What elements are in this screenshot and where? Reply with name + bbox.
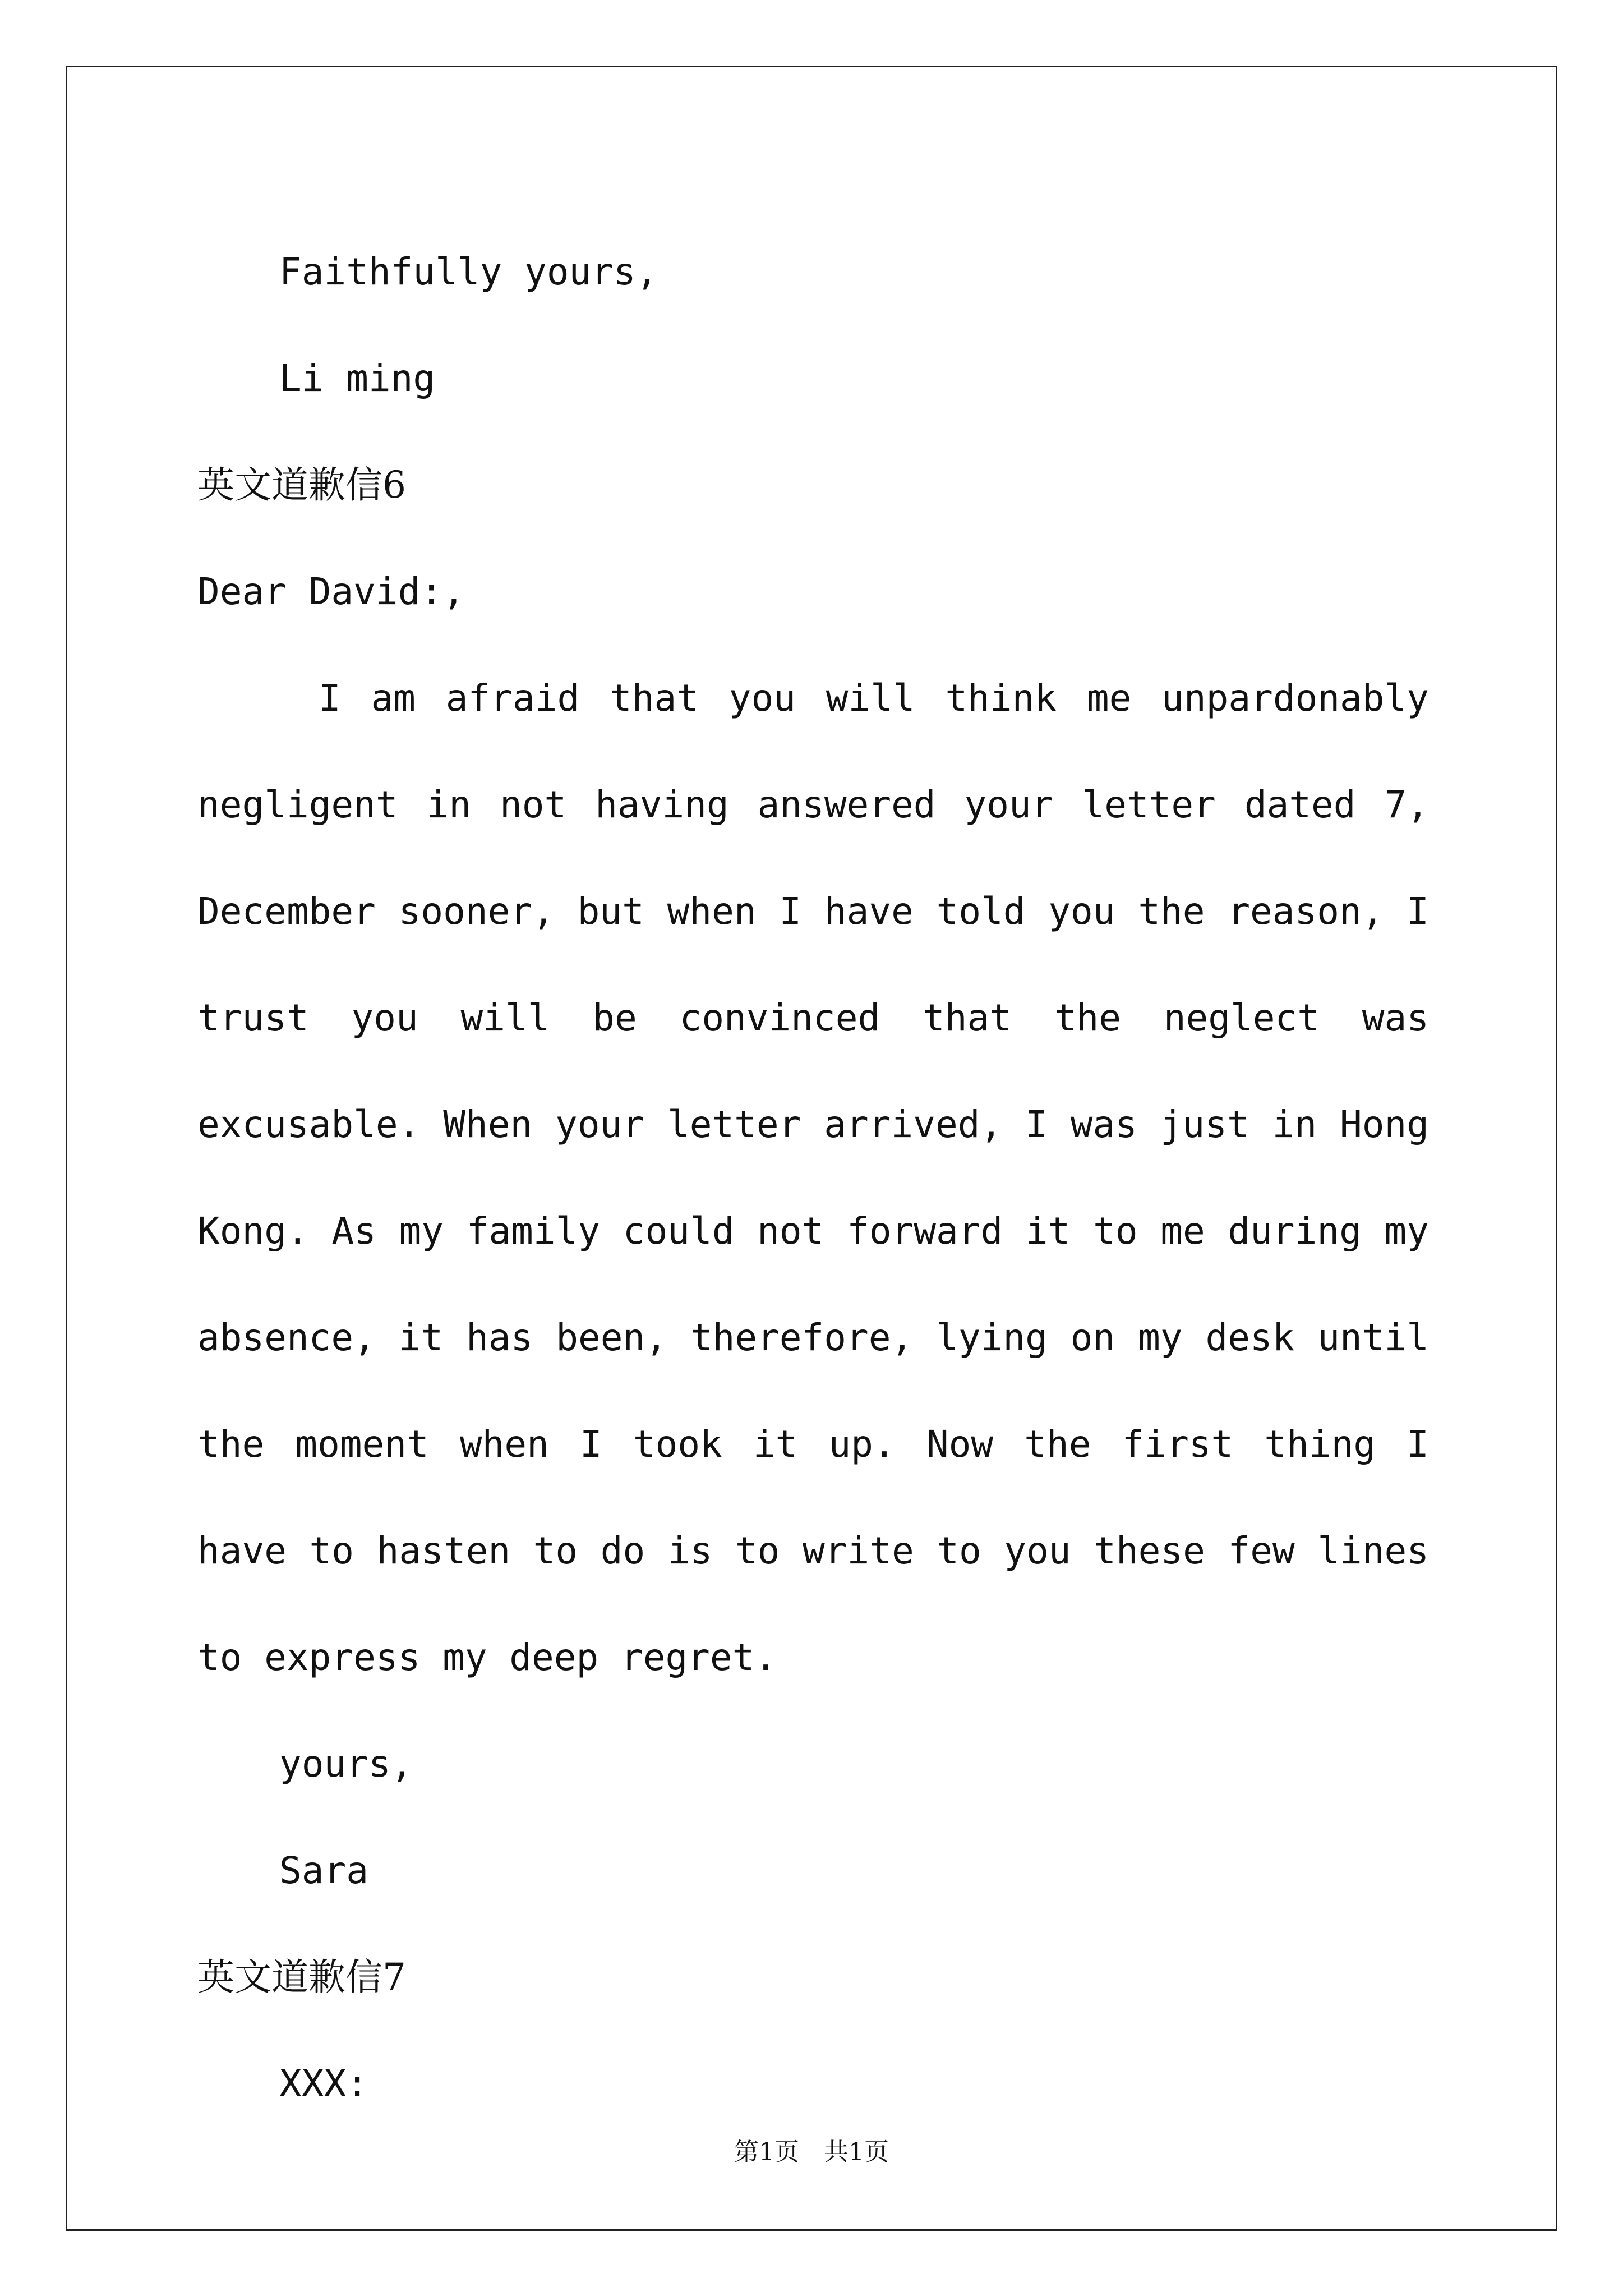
section-heading-7: 英文道歉信7 xyxy=(197,1955,406,1999)
signature-line: Li ming xyxy=(279,357,436,400)
closing-line: Faithfully yours, xyxy=(279,250,658,293)
salutation-line: XXX: xyxy=(279,2062,368,2105)
salutation-line: Dear David:, xyxy=(197,570,465,613)
page-footer: 第1页 共1页 xyxy=(734,2138,889,2166)
section-heading-6: 英文道歉信6 xyxy=(197,463,406,507)
signature-line: Sara xyxy=(279,1849,368,1892)
closing-line: yours, xyxy=(279,1742,413,1786)
document-body xyxy=(197,219,1429,2137)
letter-body-paragraph: I am afraid that you will think me unpardonably negligent in not having answered your letter dated 7, December sooner, but when I have told you the reason, I trust you will be convinced that the neglect was excusable. When your letter arrived, I was just in Hong Kong. As my family could not forward it to me during my absence, it has been, therefore, lying on my desk until the moment when I took it up. Now the first thing I have to hasten to do is to write to you these few lines to express my deep regret. xyxy=(197,677,1429,1679)
